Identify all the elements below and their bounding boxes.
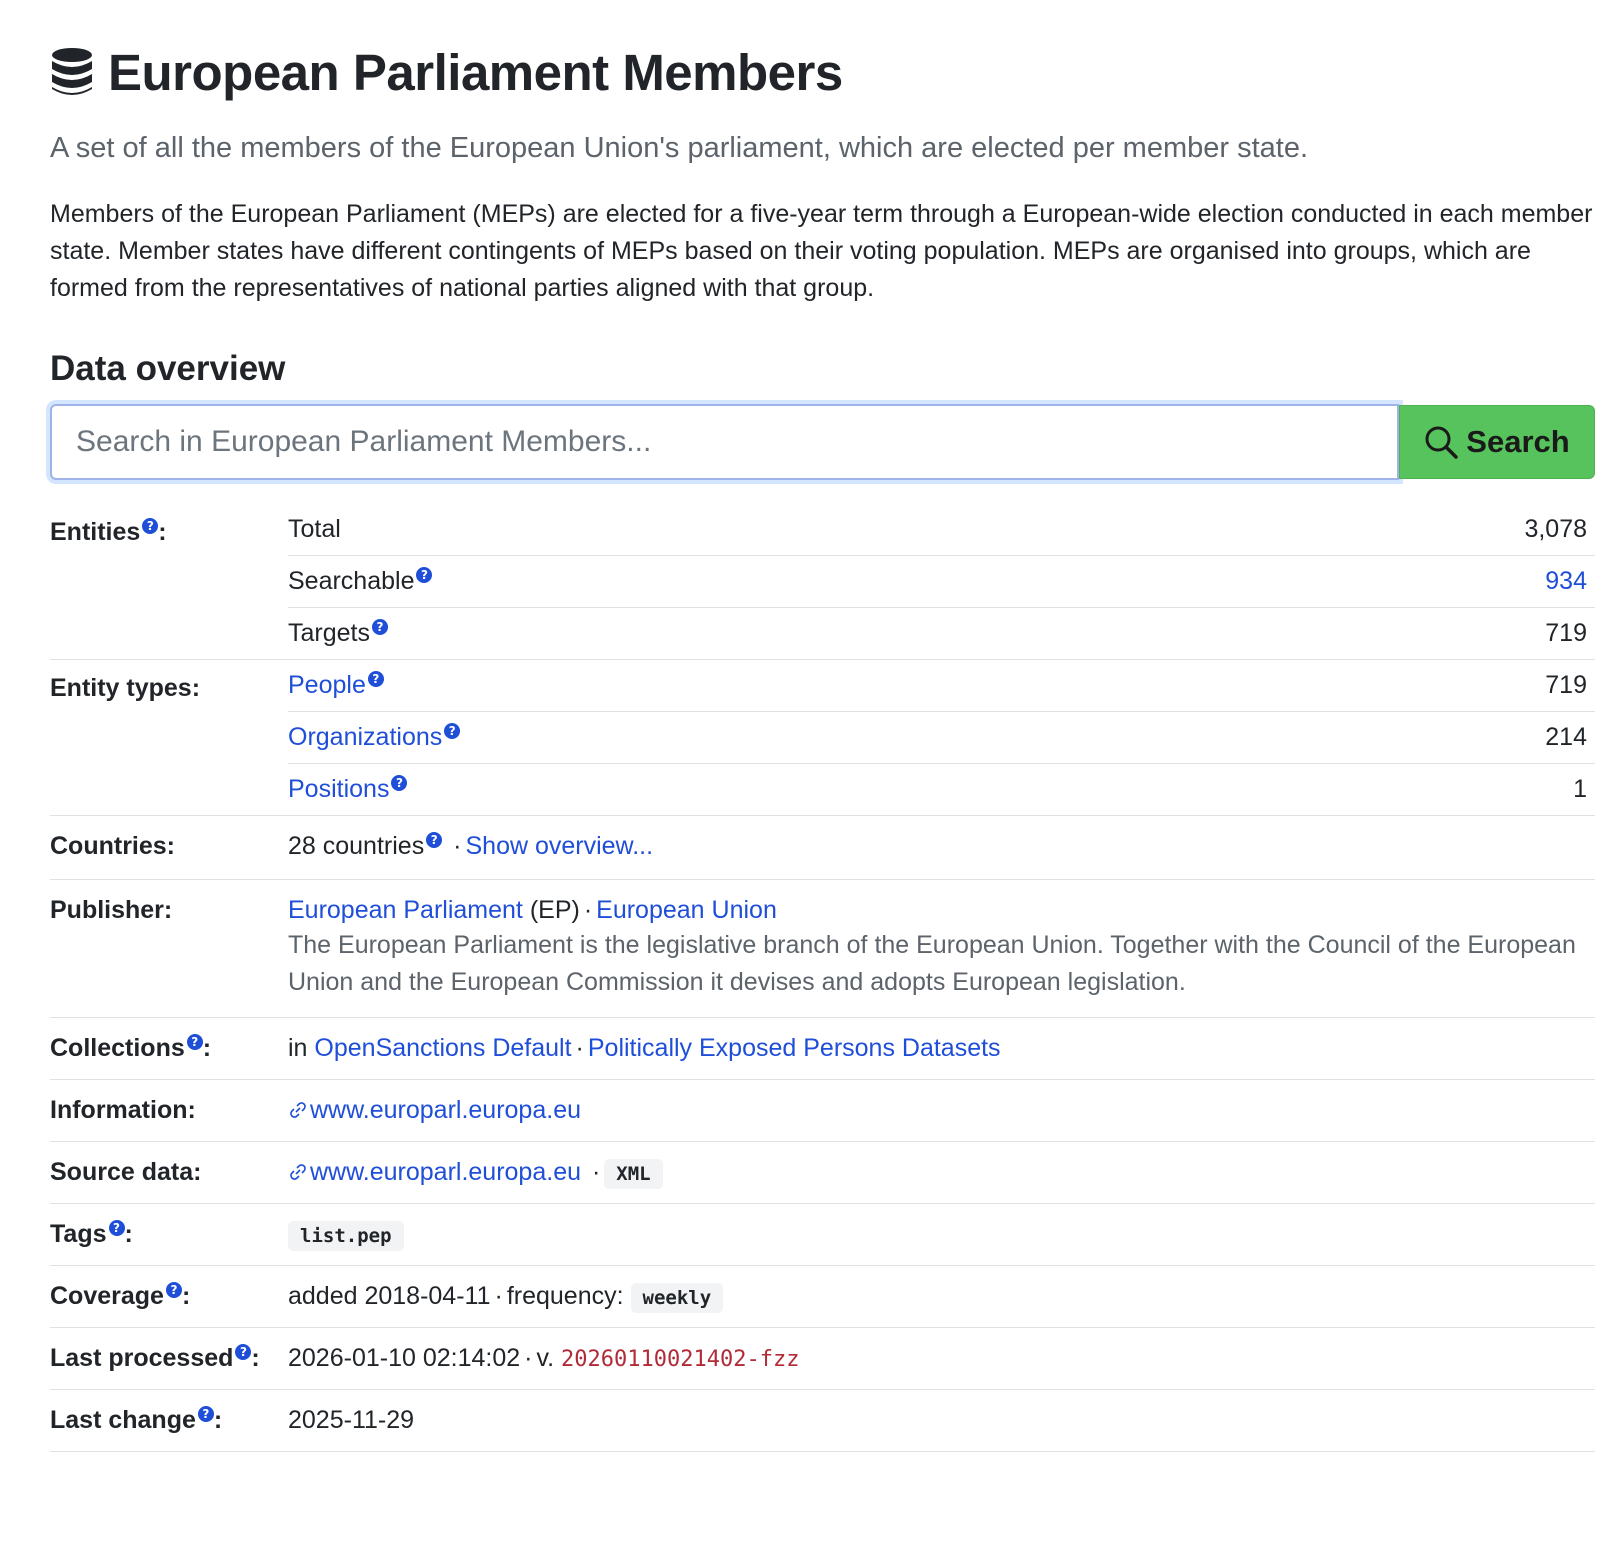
table-row (288, 660, 1595, 712)
entity-types-label: Entity types: (50, 659, 288, 815)
search-form (50, 404, 1595, 480)
countries-count: 28 countries (288, 831, 425, 860)
tags-row: Tags ? : list.pep (50, 1203, 1595, 1265)
information-row (50, 1079, 1595, 1141)
coverage-added: added 2018-04-11 (288, 1281, 491, 1310)
last-change-date: 2025-11-29 (288, 1389, 1595, 1451)
collections-label: Collections (50, 1033, 185, 1062)
last-change-label: Last change (50, 1405, 196, 1434)
table-row (288, 504, 1595, 556)
tags-label: Tags (50, 1219, 107, 1248)
separator: · (453, 831, 462, 860)
frequency-badge: weekly (631, 1283, 724, 1313)
people-link[interactable]: People (288, 670, 366, 699)
help-icon[interactable]: ? (187, 1034, 203, 1050)
searchable-count-link[interactable]: 934 (1545, 566, 1587, 595)
last-processed-row: Last processed ? : 2026-01-10 02:14:02 · v. 20260110021402-fzz (50, 1327, 1595, 1389)
format-badge: XML (604, 1159, 662, 1189)
source-data-label: Source data: (50, 1141, 288, 1203)
version-id: 20260110021402-fzz (561, 1346, 800, 1372)
publisher-link[interactable]: European Parliament (288, 895, 523, 924)
help-icon[interactable]: ? (142, 518, 158, 534)
separator: · (575, 1033, 584, 1062)
dataset-summary: A set of all the members of the European Union's parliament, which are elected per member state. (50, 132, 1309, 164)
targets-label: Targets (288, 618, 370, 647)
collections-prefix: in (288, 1033, 308, 1062)
frequency-label: frequency: (506, 1281, 624, 1310)
last-processed-label: Last processed (50, 1343, 234, 1372)
table-row (288, 555, 1595, 607)
dataset-page (50, 36, 1595, 1452)
data-overview-heading: Data overview (50, 348, 286, 388)
title-row (50, 36, 1595, 108)
entities-row: Entities ? : Total 3,078 Searchable ? 934 Targets ? 719 (50, 504, 1595, 660)
coverage-row: Coverage ? : added 2018-04-11 · frequency: weekly (50, 1265, 1595, 1327)
link-icon (288, 1162, 308, 1182)
last-processed-datetime: 2026-01-10 02:14:02 (288, 1343, 521, 1372)
coverage-label: Coverage (50, 1281, 164, 1310)
entity-types-row (50, 659, 1595, 815)
search-button[interactable] (1399, 405, 1595, 479)
collection-link-default[interactable]: OpenSanctions Default (314, 1033, 572, 1062)
separator: · (591, 1157, 601, 1186)
separator: · (524, 1343, 533, 1372)
help-icon[interactable]: ? (391, 775, 407, 791)
tag-badge: list.pep (288, 1221, 404, 1251)
help-icon[interactable]: ? (109, 1220, 125, 1236)
last-change-row: Last change ? : 2025-11-29 (50, 1389, 1595, 1451)
searchable-label: Searchable (288, 566, 415, 595)
help-icon[interactable]: ? (166, 1282, 182, 1298)
version-prefix: v. (536, 1343, 555, 1372)
overview-table (50, 504, 1595, 1452)
publisher-row (50, 879, 1595, 1017)
publisher-label: Publisher: (50, 879, 288, 1017)
organizations-link[interactable]: Organizations (288, 722, 443, 751)
entity-types-table (288, 660, 1595, 815)
database-icon (50, 47, 94, 97)
organizations-count: 214 (1312, 711, 1595, 763)
collections-row: Collections ? : in OpenSanctions Default · Politically Exposed Persons Datasets (50, 1017, 1595, 1079)
help-icon[interactable]: ? (198, 1406, 214, 1422)
publisher-description: The European Parliament is the legislative branch of the European Union. Together with the Council of the European Union and the European Commission it devises and adopts European legislation. (288, 930, 1576, 996)
help-icon[interactable]: ? (368, 671, 384, 687)
help-icon[interactable]: ? (416, 567, 432, 583)
entities-table (288, 504, 1595, 659)
publisher-abbr: (EP) (529, 895, 580, 924)
positions-count: 1 (1573, 774, 1587, 803)
search-icon (1424, 425, 1458, 459)
separator: · (494, 1281, 503, 1310)
separator: · (583, 895, 593, 924)
entities-label: Entities (50, 517, 141, 546)
countries-label: Countries: (50, 815, 288, 879)
positions-link[interactable]: Positions (288, 774, 390, 803)
targets-value: 719 (1545, 618, 1587, 647)
link-icon (288, 1100, 308, 1120)
source-data-row (50, 1141, 1595, 1203)
help-icon[interactable]: ? (444, 723, 460, 739)
search-button-label: Search (1466, 423, 1570, 459)
help-icon[interactable]: ? (372, 619, 388, 635)
total-value: 3,078 (1182, 504, 1595, 556)
page-title: European Parliament Members (108, 43, 843, 101)
dataset-description: Members of the European Parliament (MEPs) are elected for a five-year term through a European-wide election conducted in each member state. Member states have different contingents of MEPs based on their voting population. MEPs are organised into groups, which are formed from the representatives of national parties aligned with that group. (50, 199, 1593, 302)
information-url: www.europarl.europa.eu (310, 1095, 581, 1124)
source-data-link[interactable] (288, 1158, 588, 1186)
information-label: Information: (50, 1079, 288, 1141)
table-row (288, 607, 1595, 659)
table-row (288, 711, 1595, 763)
search-input[interactable] (50, 404, 1399, 480)
help-icon[interactable]: ? (235, 1344, 251, 1360)
table-row (288, 763, 1595, 815)
countries-row (50, 815, 1595, 879)
total-label: Total (288, 504, 1182, 556)
help-icon[interactable]: ? (426, 832, 442, 848)
people-count: 719 (1312, 660, 1595, 712)
information-link[interactable] (288, 1096, 581, 1124)
source-data-url: www.europarl.europa.eu (310, 1157, 581, 1186)
collection-link-peps[interactable]: Politically Exposed Persons Datasets (587, 1033, 1001, 1062)
show-overview-link[interactable]: Show overview... (465, 831, 654, 860)
publisher-org-link[interactable]: European Union (596, 895, 777, 924)
